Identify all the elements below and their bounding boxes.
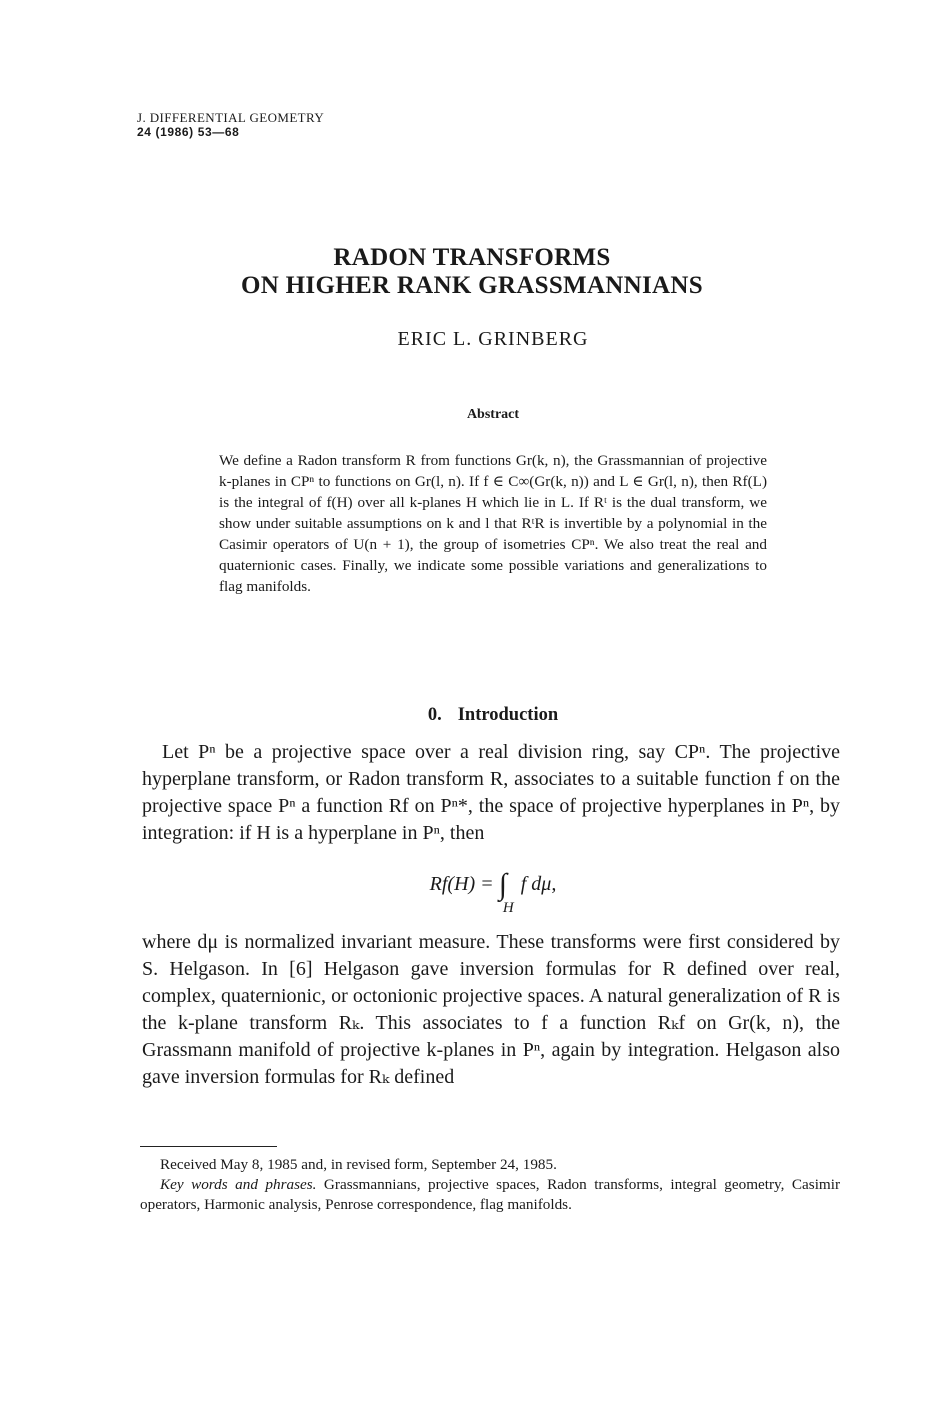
- display-equation: [0, 868, 944, 916]
- abstract-heading: Abstract: [466, 407, 520, 422]
- equation-lhs: Rf(H) =: [429, 873, 494, 895]
- journal-name: J. DIFFERENTIAL GEOMETRY: [137, 110, 325, 125]
- title-line-1: RADON TRANSFORMS: [333, 244, 611, 271]
- footnote-rule: [140, 1146, 277, 1147]
- section-number: 0.: [427, 705, 442, 725]
- abstract-text: We define a Radon transform R from functions Gr(k, n), the Grassmannian of projective k-planes in CPⁿ to functions on Gr(l, n). If f ∈ C∞(Gr(k, n)) and L ∈ Gr(l, n), then Rf(L) is the integral of f(H) over all k-planes H which lie in L. If Rᵗ is the dual transform, we show under suitable assumptions on k and l that RᵗR is invertible by a polynomial in the Casimir operators of U(n + 1), the group of isometries CPⁿ. We also treat the real and quaternionic cases. Finally, we indicate some possible variations and generalizations to flag manifolds.: [219, 452, 767, 595]
- integral-subscript: H: [502, 900, 514, 916]
- keywords-label: Key words and phrases.: [160, 1176, 317, 1193]
- equation-rhs: f dμ,: [520, 873, 557, 895]
- section-title: Introduction: [457, 705, 559, 725]
- intro-paragraph-1: [142, 739, 840, 847]
- title-line-2: ON HIGHER RANK GRASSMANNIANS: [241, 272, 703, 299]
- author: ERIC L. GRINBERG: [397, 328, 589, 350]
- section-heading: [0, 705, 944, 726]
- intro-paragraph-1-text: Let Pⁿ be a projective space over a real division ring, say CPⁿ. The projective hyperplane transform, or Radon transform R, associates to a suitable function f on the projective space Pⁿ a function Rf on Pⁿ*, the space of projective hyperplanes in Pⁿ, by integration: if H is a hyperplane in Pⁿ, then: [142, 741, 840, 844]
- journal-volume: 24 (1986) 53—68: [137, 125, 240, 139]
- journal-header: [137, 110, 324, 140]
- footnote: [140, 1155, 840, 1215]
- intro-paragraph-2: where dμ is normalized invariant measure. These transforms were first considered by S. Helgason. In [6] Helgason gave inversion formulas for R defined over real, complex, quaternionic, or octonionic projective spaces. A natural generalization of R is the k-plane transform Rₖ. This associates to f a function Rₖf on Gr(k, n), the Grassmann manifold of projective k-planes in Pⁿ, again by integration. Helgason also gave inversion formulas for Rₖ defined: [142, 931, 840, 1088]
- keywords: Grassmannians, projective spaces, Radon transforms, integral geometry, Casimir operators, Harmonic analysis, Penrose correspondence, flag manifolds.: [140, 1176, 841, 1213]
- received-date: Received May 8, 1985 and, in revised form, September 24, 1985.: [160, 1156, 557, 1173]
- integral-sign: ∫: [498, 868, 507, 901]
- paper-title: [0, 244, 944, 300]
